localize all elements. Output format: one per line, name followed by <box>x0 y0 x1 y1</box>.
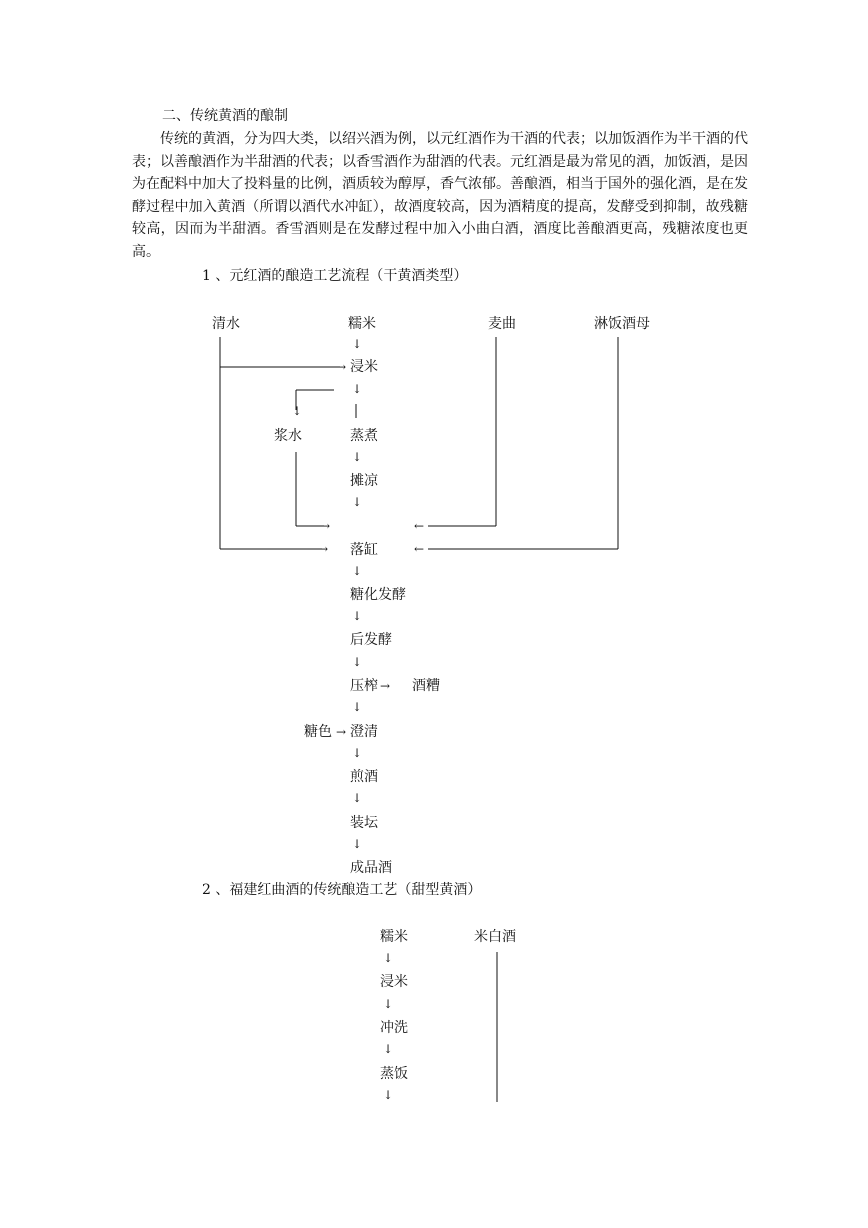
step-post-ferment: 后发酵 <box>350 632 392 648</box>
arrow-down-icon: ↓ <box>352 337 363 351</box>
step-saccharify: 糖化发酵 <box>350 587 406 603</box>
arrow-right-icon: → <box>318 542 329 556</box>
arrow-down-icon: ↓ <box>383 1042 394 1056</box>
arrow-down-icon: ↓ <box>352 495 363 509</box>
step-press: 压榨 <box>350 678 378 694</box>
flow2-step-rinse: 冲洗 <box>380 1020 408 1036</box>
arrow-down-icon: ↓ <box>383 951 394 965</box>
flow1-title: 1 、元红酒的酿造工艺流程（干黄酒类型） <box>202 268 468 284</box>
step-steam: 蒸煮 <box>350 428 378 444</box>
intro-paragraph: 传统的黄酒，分为四大类，以绍兴酒为例，以元红酒作为干酒的代表；以加饭酒作为半干酒的代表；以善酿酒作为半甜酒的代表；以香雪酒作为甜酒的代表。元红酒是最为常见的酒，加饭酒，是因为在配料中加大了投料量的比例，酒质较为醇厚，香气浓郁。善酿酒，相当于国外的强化酒，是在发酵过程中加入黄酒（所谓以酒代水冲缸），故酒度较高，因为酒精度的提高，发酵受到抑制，故残糖较高，因而为半甜酒。香雪酒则是在发酵过程中加入小曲白酒，酒度比善酿酒更高，残糖浓度也更高。 <box>132 131 748 260</box>
arrow-down-icon: ↓ <box>352 746 363 760</box>
section-heading: 二、传统黄酒的酿制 <box>162 108 288 124</box>
arrow-right-icon: → <box>320 519 331 533</box>
input-yeast: 淋饭酒母 <box>594 316 650 332</box>
step-clarify: 澄清 <box>350 724 378 740</box>
arrow-down-icon: ↓ <box>292 404 303 418</box>
flow2-step-soak: 浸米 <box>380 974 408 990</box>
arrow-down-icon: ↓ <box>352 837 363 851</box>
step-pasteurize: 煎酒 <box>350 769 378 785</box>
input-wheat-qu: 麦曲 <box>488 316 516 332</box>
step-vat: 落缸 <box>350 542 378 558</box>
arrow-down-icon: ↓ <box>352 382 363 396</box>
step-soak: 浸米 <box>350 359 378 375</box>
arrow-right-icon: → <box>336 360 347 374</box>
arrow-down-icon: ↓ <box>352 655 363 669</box>
step-product: 成品酒 <box>350 860 392 876</box>
flow2-title: 2 、福建红曲酒的传统酿造工艺（甜型黄酒） <box>202 882 482 898</box>
flow2-step-steam: 蒸饭 <box>380 1066 408 1082</box>
arrow-down-icon: ↓ <box>352 791 363 805</box>
side-caramel: 糖色 <box>304 724 332 740</box>
input-water: 清水 <box>212 316 240 332</box>
step-cool: 摊凉 <box>350 473 378 489</box>
side-lees: 酒糟 <box>412 678 440 694</box>
input-rice: 糯米 <box>348 316 376 332</box>
arrow-down-icon: ↓ <box>352 609 363 623</box>
arrow-down-icon: ↓ <box>352 450 363 464</box>
arrow-down-icon: ↓ <box>352 700 363 714</box>
arrow-down-icon: ↓ <box>383 1088 394 1102</box>
arrow-right-icon: → <box>336 725 347 739</box>
arrow-left-icon: ← <box>414 542 425 556</box>
arrow-left-icon: ← <box>414 519 425 533</box>
arrow-right-icon: → <box>380 679 391 693</box>
arrow-down-icon: ↓ <box>352 564 363 578</box>
arrow-down-icon: ↓ <box>383 997 394 1011</box>
step-jar: 装坛 <box>350 815 378 831</box>
flow2-input-rice-liquor: 米白酒 <box>474 929 516 945</box>
side-slurry: 浆水 <box>274 428 302 444</box>
flow2-input-rice: 糯米 <box>380 929 408 945</box>
